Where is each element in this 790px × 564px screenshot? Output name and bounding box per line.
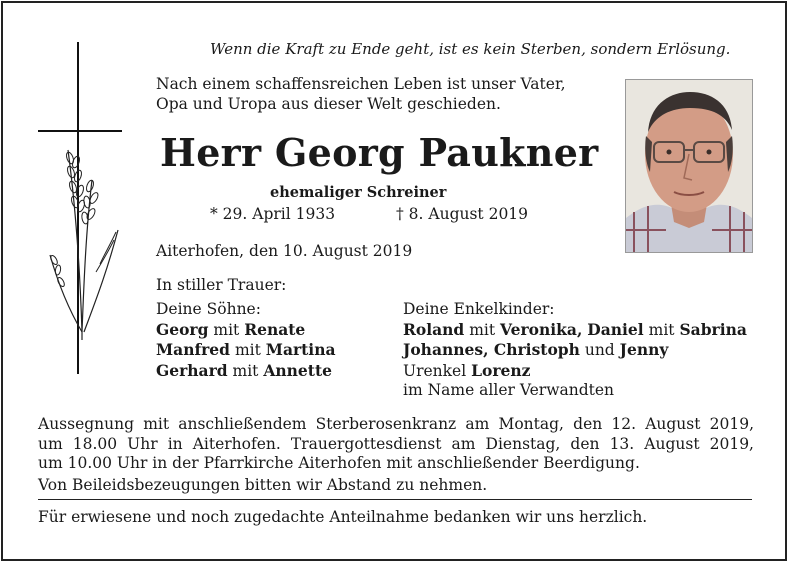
birth-date: * 29. April 1933: [210, 205, 336, 223]
divider: [38, 499, 752, 500]
son-pair: Manfred mit Martina: [156, 340, 336, 359]
service-line: um 18.00 Uhr in Aiterhofen. Trauergottesdienst am Dienstag, den 13. August 2019,: [38, 434, 754, 453]
grandchildren-line: Johannes, Christoph und Jenny: [403, 340, 669, 359]
grandchildren-line: Roland mit Veronika, Daniel mit Sabrina: [403, 319, 747, 339]
great-grandchild-line: Urenkel Lorenz: [403, 360, 531, 380]
intro-line: Nach einem schaffensreichen Leben ist unser Vater,: [156, 75, 566, 93]
profession: ehemaliger Schreiner: [270, 184, 447, 201]
service-line: Aussegnung mit anschließendem Sterberosenkranz am Montag, den 12. August 2019,: [38, 415, 754, 433]
portrait-photo-drawing: [626, 80, 752, 252]
sons-column: [156, 300, 336, 381]
intro-text: [156, 74, 566, 114]
death-date: † 8. August 2019: [396, 205, 529, 223]
mourning-intro: In stiller Trauer:: [156, 276, 287, 294]
cross-with-wheat-icon: [30, 40, 130, 380]
condolence-request: Von Beileidsbezeugungen bitten wir Abstand zu nehmen.: [38, 476, 488, 494]
deceased-name: Herr Georg Paukner: [160, 130, 599, 175]
motto: Wenn die Kraft zu Ende geht, ist es kein Sterben, sondern Erlösung.: [210, 40, 731, 58]
son-pair: Georg mit Renate: [156, 319, 306, 339]
service-info: [38, 415, 754, 474]
relatives-line: im Name aller Verwandten: [403, 381, 614, 399]
intro-line: Opa und Uropa aus dieser Welt geschieden.: [156, 95, 501, 113]
grandchildren-column: [403, 300, 747, 401]
son-pair: Gerhard mit Annette: [156, 360, 332, 380]
sons-heading: Deine Söhne:: [156, 300, 261, 318]
grandchildren-heading: Deine Enkelkinder:: [403, 300, 555, 318]
place-date: Aiterhofen, den 10. August 2019: [156, 242, 413, 260]
portrait-photo: [625, 79, 753, 253]
service-line: um 10.00 Uhr in der Pfarrkirche Aiterhofen mit anschließender Beerdigung.: [38, 454, 640, 472]
thanks-note: Für erwiesene und noch zugedachte Anteilnahme bedanken wir uns herzlich.: [38, 508, 648, 526]
